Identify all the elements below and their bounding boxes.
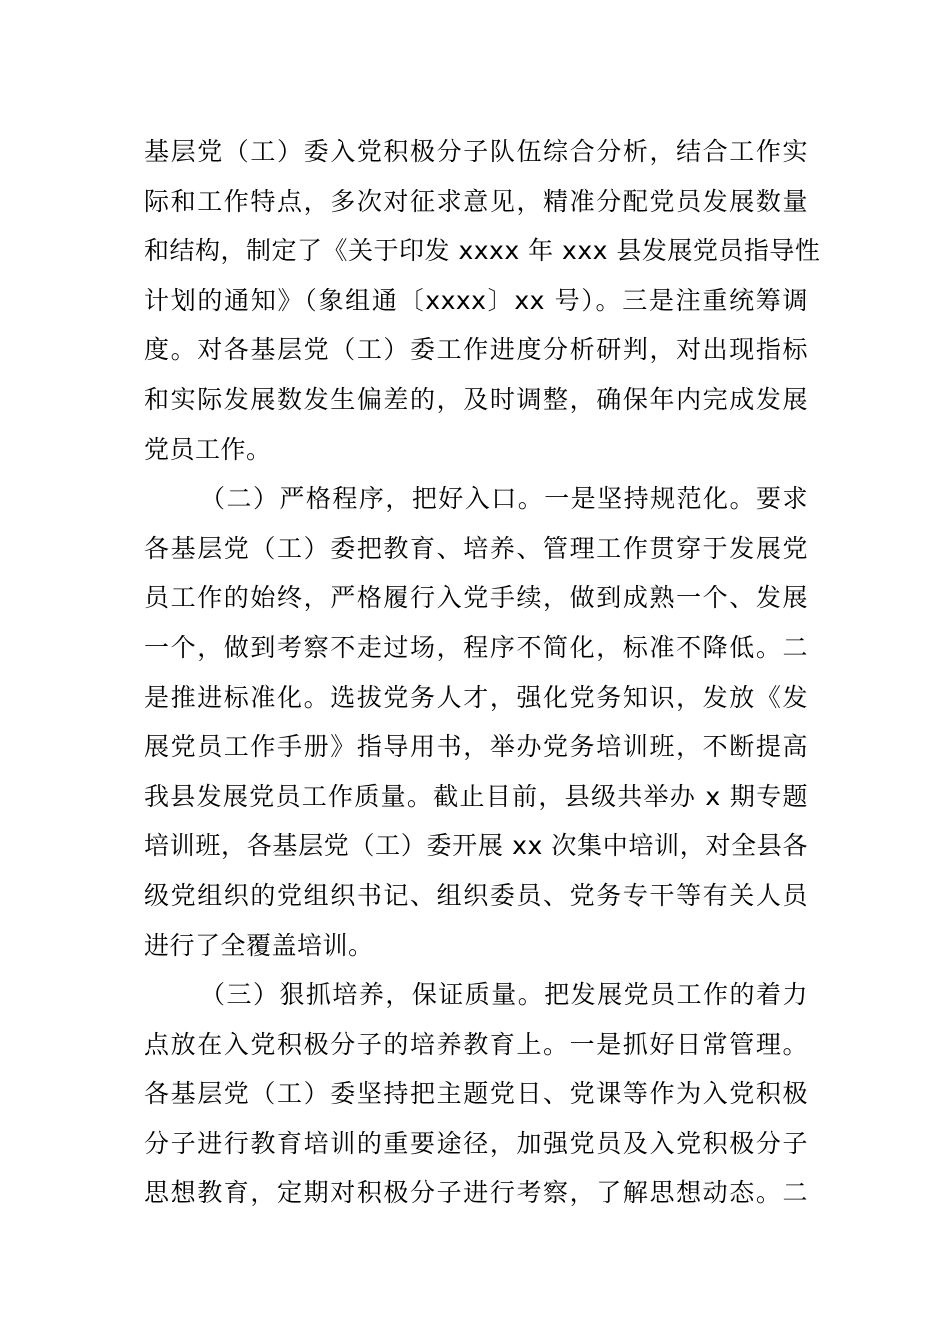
text-line: 党员工作。 [144,434,272,464]
text-line: 和实际发展数发生偏差的，及时调整，确保年内完成发展 [144,384,808,414]
text-line: 展党员工作手册》指导用书，举办党务培训班，不断提高 [144,732,808,762]
text-line: 进行了全覆盖培训。 [144,930,374,960]
text-line: 员工作的始终，严格履行入党手续，做到成熟一个、发展 [144,583,808,613]
text-line: 思想教育，定期对积极分子进行考察，了解思想动态。二 [144,1178,808,1208]
text-line: 各基层党（工）委坚持把主题党日、党课等作为入党积极 [144,1079,808,1109]
text-line: （三）狠抓培养，保证质量。把发展党员工作的着力 [200,980,808,1010]
text-line: 我县发展党员工作质量。截止目前，县级共举办 x 期专题 [144,781,808,811]
text-line: 点放在入党积极分子的培养教育上。一是抓好日常管理。 [144,1029,808,1059]
text-line: 各基层党（工）委把教育、培养、管理工作贯穿于发展党 [144,533,808,563]
text-line: （二）严格程序，把好入口。一是坚持规范化。要求 [200,484,808,514]
text-line: 度。对各基层党（工）委工作进度分析研判，对出现指标 [144,335,808,365]
text-line: 分子进行教育培训的重要途径，加强党员及入党积极分子 [144,1128,808,1158]
text-line: 计划的通知》（象组通〔xxxx〕xx 号）。三是注重统筹调 [144,285,808,315]
text-line: 基层党（工）委入党积极分子队伍综合分析，结合工作实 [144,137,808,166]
text-line: 一个，做到考察不走过场，程序不简化，标准不降低。二 [144,632,808,662]
text-line: 级党组织的党组织书记、组织委员、党务专干等有关人员 [144,880,808,910]
text-line: 和结构，制定了《关于印发 xxxx 年 xxx 县发展党员指导性 [144,236,821,266]
text-line: 际和工作特点，多次对征求意见，精准分配党员发展数量 [144,186,808,216]
body-text [144,127,821,1218]
text-line: 是推进标准化。选拔党务人才，强化党务知识，发放《发 [144,682,808,712]
text-line: 培训班，各基层党（工）委开展 xx 次集中培训，对全县各 [144,831,808,861]
